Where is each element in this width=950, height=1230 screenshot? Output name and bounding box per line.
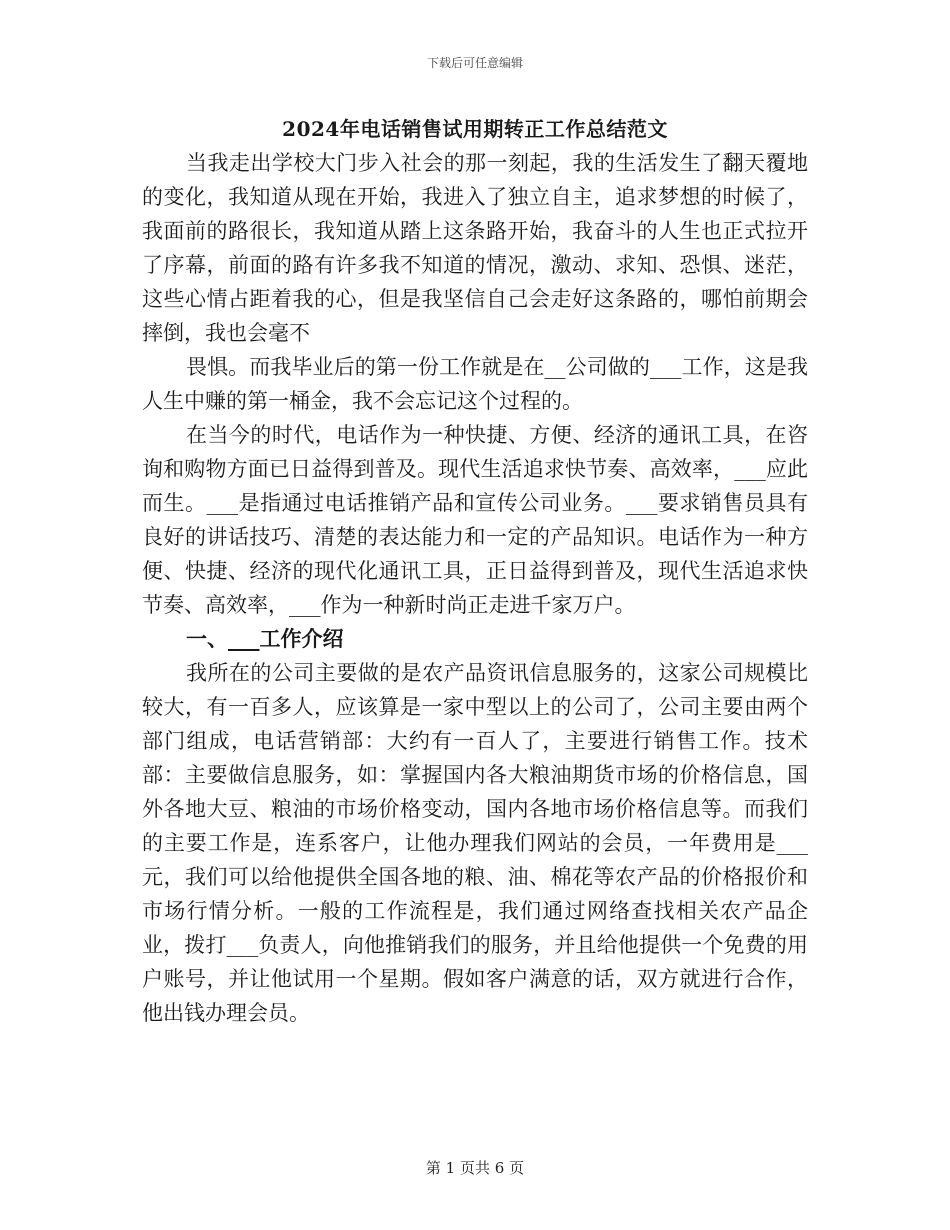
section-heading-work-intro: 一、___工作介绍 <box>186 626 344 651</box>
paragraph-first-job: 畏惧。而我毕业后的第一份工作就是在__公司做的___工作，这是我人生中赚的第一桶金，我不会忘记这个过程的。 <box>142 355 808 413</box>
header-note: 下载后可任意编辑 <box>426 56 523 70</box>
paragraph-company-description: 我所在的公司主要做的是农产品资讯信息服务的，这家公司规模比较大，有一百多人，应该算是一家中型以上的公司了，公司主要由两个部门组成，电话营销部：大约有一百人了，主要进行销售工作。技术部：主要做信息服务，如：掌握国内各大粮油期货市场的价格信息，国外各地大豆、粮油的市场价格变动，国内各地市场价格信息等。而我们的主要工作是，连系客户，让他办理我们网站的会员，一年费用是___元，我们可以给他提供全国各地的粮、油、棉花等农产品的价格报价和市场行情分析。一般的工作流程是，我们通过网络查找相关农产品企业，拨打___负责人，向他推销我们的服务，并且给他提供一个免费的用户账号，并让他试用一个星期。假如客户满意的话，双方就进行合作，他出钱办理会员。 <box>142 661 808 1025</box>
page-number: 第 1 页共 6 页 <box>425 1159 525 1177</box>
paragraph-intro: 当我走出学校大门步入社会的那一刻起，我的生活发生了翻天覆地的变化，我知道从现在开始，我进入了独立自主，追求梦想的时候了，我面前的路很长，我知道从踏上这条路开始，我奋斗的人生也正式拉开了序幕，前面的路有许多我不知道的情况，激动、求知、恐惧、迷茫，这些心情占距着我的心，但是我坚信自己会走好这条路的，哪怕前期会摔倒，我也会毫不 <box>142 151 808 345</box>
document-body <box>142 146 808 1030</box>
paragraph-telephone-sales: 在当今的时代，电话作为一种快捷、方便、经济的通讯工具，在咨询和购物方面已日益得到普及。现代生活追求快节奏、高效率，___应此而生。___是指通过电话推销产品和宣传公司业务。___要求销售员具有良好的讲话技巧、清楚的表达能力和一定的产品知识。电话作为一种方便、快捷、经济的现代化通讯工具，正日益得到普及，现代生活追求快节奏、高效率，___作为一种新时尚正走进千家万户。 <box>142 423 808 617</box>
document-title: 2024年电话销售试用期转正工作总结范文 <box>282 117 668 141</box>
